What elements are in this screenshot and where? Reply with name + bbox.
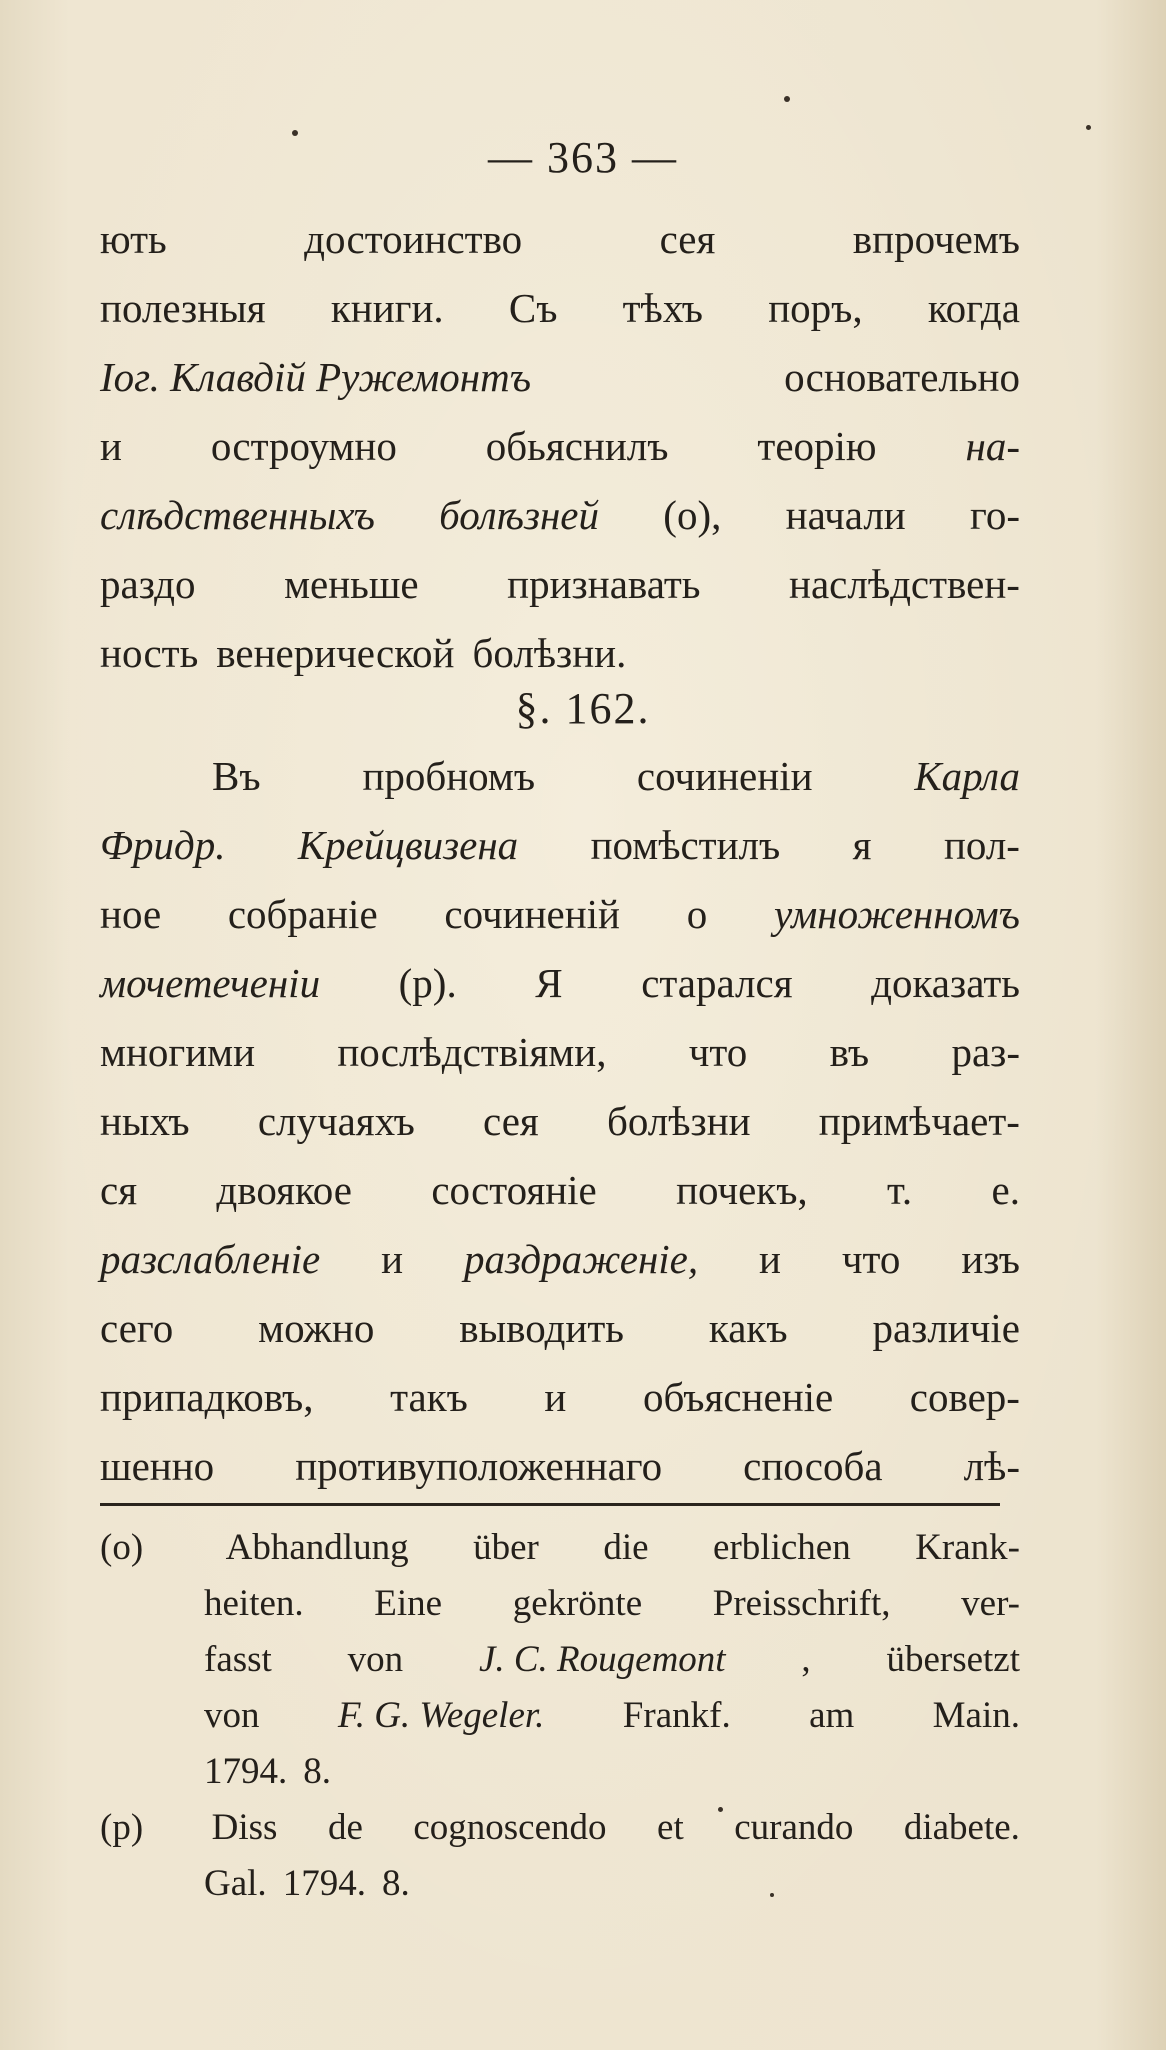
word: выводить [459,1305,624,1351]
word: впрочемъ [852,216,1020,262]
word: тѣхъ [622,285,703,331]
section-title: §. 162. [515,684,651,733]
word: F. G. Wegeler. [337,1695,545,1736]
word: diabete. [903,1807,1020,1848]
text-line [100,1225,1020,1294]
text-line [100,742,1020,811]
word: Съ [508,285,558,331]
word: сочиненій [444,891,620,937]
word: полезныя [100,285,266,331]
word: болѣзней [439,492,599,538]
text-line [100,1432,1020,1501]
word: способа [743,1443,883,1489]
paper-speck [718,1807,723,1812]
word: (р). [398,960,457,1006]
word: и [759,1236,781,1282]
word: что [841,1236,901,1282]
text-line [100,949,1020,1018]
word: ся [100,1167,138,1213]
text-line [100,343,1020,412]
word: Main. [932,1695,1020,1736]
word: изъ [961,1236,1020,1282]
word: сея [483,1098,539,1144]
word: Фридр. [100,822,226,868]
word: и [381,1236,404,1282]
word: почекъ, [676,1167,808,1213]
word: случаяхъ [257,1098,415,1144]
word: Въ [212,753,261,799]
word: признавать [507,561,701,607]
footnote-line [100,1520,1020,1576]
word: разслабленіе [100,1236,321,1282]
word: го- [970,492,1020,538]
footnote-mark: (o) [100,1527,144,1568]
word: пол- [943,822,1020,868]
word: 1794. [282,1863,366,1904]
word: über [473,1527,539,1568]
word: et [657,1807,684,1848]
text-line [100,481,1020,550]
word: раздраженіе, [463,1236,699,1282]
word: какъ [708,1305,788,1351]
text-line [100,811,1020,880]
word: е. [991,1167,1020,1213]
word: Gal. [204,1863,267,1904]
word: ныхъ [100,1098,190,1144]
word: ють [100,216,167,262]
word: Eine [374,1583,443,1624]
word: старался [641,960,793,1006]
word: такъ [390,1374,468,1420]
word: состояніе [431,1167,597,1213]
text-line [100,412,1020,481]
word: припадковъ, [100,1374,314,1420]
word: въ [829,1029,870,1075]
word: слѣдственныхъ [100,492,375,538]
word: мочетеченіи [100,960,321,1006]
text-line [100,274,1020,343]
word: 1794. [204,1751,288,1792]
word: cognoscendo [413,1807,607,1848]
word: доказать [871,960,1020,1006]
word: ное [100,891,162,937]
word: die [603,1527,649,1568]
word: поръ, [768,285,863,331]
word: erblichen [713,1527,851,1568]
word: Diss [211,1807,278,1848]
word: и [544,1374,567,1420]
word: Карла [914,753,1020,799]
footnote-divider [100,1503,1000,1506]
footnote-line [100,1800,1020,1856]
word: умноженномъ [773,891,1020,937]
text-line [100,1363,1020,1432]
word: на- [965,423,1020,469]
paper-speck [770,1893,774,1897]
word: пробномъ [362,753,536,799]
word: объясненіе [642,1374,834,1420]
word: т. [887,1167,913,1213]
text-line [100,1087,1020,1156]
footnote-line [100,1744,1020,1800]
text-line [100,205,1020,274]
word: übersetzt [886,1639,1020,1680]
word: раз- [951,1029,1020,1075]
word: сего [100,1305,174,1351]
word: основательно [784,354,1020,400]
paper-speck [292,130,298,136]
word: противуположеннаго [295,1443,663,1489]
word: gekrönte [512,1583,643,1624]
word: и [100,423,122,469]
word: Abhandlung [225,1527,409,1568]
word: Іог. Клавдій Ружемонтъ [100,354,532,400]
word: остроумно [210,423,397,469]
word: Крейцвизена [297,822,519,868]
paper-speck [784,96,790,102]
word: Preisschrift, [712,1583,891,1624]
word: von [204,1695,260,1736]
word: (о), [663,492,722,538]
text-line [100,550,1020,619]
text-line [100,880,1020,949]
footnote-line [100,1576,1020,1632]
word: помѣстилъ [590,822,781,868]
word: книги. [330,285,444,331]
word: наслѣдствен- [789,561,1020,607]
word: Krank- [915,1527,1020,1568]
word: fasst [204,1639,272,1680]
footnote-mark: (p) [100,1807,144,1848]
word: достоинство [304,216,523,262]
word: болѣзни. [472,630,627,676]
word: curando [734,1807,854,1848]
word: , [801,1639,811,1680]
footnote-line [100,1688,1020,1744]
word: венерической [216,630,455,676]
word: de [327,1807,363,1848]
word: лѣ- [963,1443,1020,1489]
word: Я [535,960,563,1006]
paragraph-2 [100,742,1020,1501]
word: шенно [100,1443,215,1489]
word: болѣзни [606,1098,751,1144]
word: von [347,1639,404,1680]
word: раздо [100,561,196,607]
text-line [100,619,1020,688]
word: я [852,822,872,868]
word: J. C. Rougemont [478,1639,726,1680]
word: am [809,1695,855,1736]
word: многими [100,1029,256,1075]
word: обьяснилъ [485,423,669,469]
word: можно [258,1305,375,1351]
word: 8. [381,1863,410,1904]
word: 8. [303,1751,331,1792]
word: собраніе [227,891,378,937]
text-line [100,1018,1020,1087]
word: heiten. [204,1583,304,1624]
footnote-line [100,1856,1020,1912]
word: двоякое [216,1167,352,1213]
page-number: — 363 — [488,133,678,182]
word: что [688,1029,748,1075]
word: ver- [961,1583,1020,1624]
word: сочиненіи [636,753,813,799]
footnote-line [100,1632,1020,1688]
footnotes [100,1520,1020,1912]
word: когда [927,285,1020,331]
word: начали [785,492,906,538]
word: о [686,891,708,937]
word: Frankf. [622,1695,731,1736]
text-line [100,1294,1020,1363]
word: послѣдствіями, [337,1029,607,1075]
word: сея [659,216,716,262]
word: меньше [284,561,419,607]
paragraph-1 [100,205,1020,688]
text-line [100,1156,1020,1225]
word: совер- [909,1374,1020,1420]
word: ность [100,630,199,676]
word: примѣчает- [818,1098,1020,1144]
word: теорію [757,423,877,469]
word: различіе [872,1305,1020,1351]
paper-speck [1086,125,1091,130]
